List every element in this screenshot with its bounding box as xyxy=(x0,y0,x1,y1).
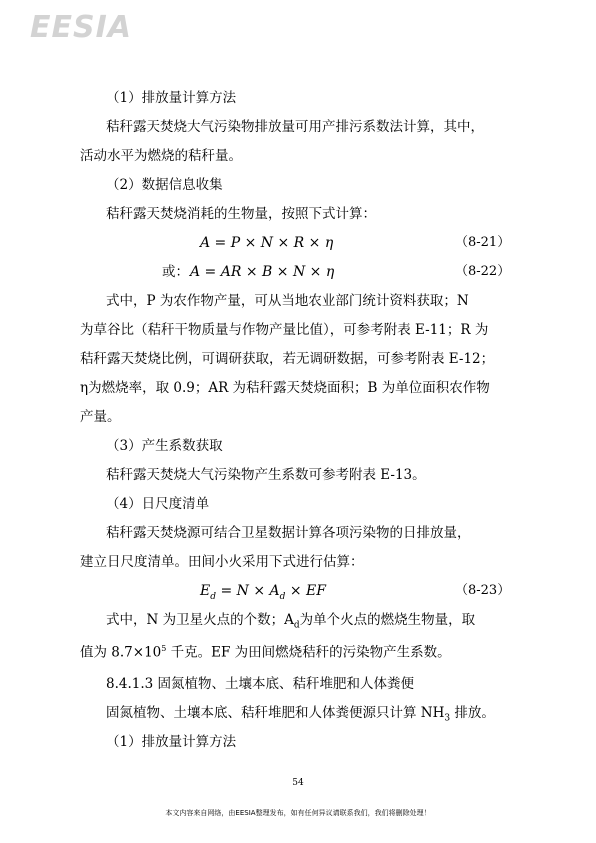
formula-8-22: A = AR × B × N × η xyxy=(190,264,335,280)
equation-number: （8-21） xyxy=(455,235,511,250)
paragraph-line: 活动水平为燃烧的秸秆量。 xyxy=(80,148,242,164)
paragraph-line: 产量。 xyxy=(80,409,121,425)
paragraph-line: 为草谷比（秸秆干物质量与作物产量比值），可参考附表 E-11；R 为 xyxy=(80,322,489,338)
heading-factor: （3）产生系数获取 xyxy=(106,438,223,454)
formula-prefix: 或： xyxy=(162,264,189,280)
paragraph-line: 建立日尺度清单。田间小火采用下式进行估算： xyxy=(80,554,364,570)
heading-data-collection: （2）数据信息收集 xyxy=(106,177,223,193)
paragraph-line: η为燃烧率，取 0.9；AR 为秸秆露天焚烧面积；B 为单位面积农作物 xyxy=(80,380,490,396)
page-number: 54 xyxy=(292,778,304,788)
paragraph-line: 秸秆露天焚烧消耗的生物量，按照下式计算： xyxy=(106,206,376,222)
paragraph-line: 固氮植物、土壤本底、秸秆堆肥和人体粪便源只计算 $NH_3$ 排放。 xyxy=(106,705,495,724)
heading-emission-method-2: （1）排放量计算方法 xyxy=(106,734,237,750)
formula-8-21: A = P × N × R × η xyxy=(200,235,334,251)
equation-number: （8-22） xyxy=(455,264,511,279)
heading-daily-inventory: （4）日尺度清单 xyxy=(106,496,210,512)
paragraph-line: 式中，P 为农作物产量，可从当地农业部门统计资料获取；N xyxy=(106,293,469,309)
paragraph-line: 秸秆露天焚烧大气污染物排放量可用产排污系数法计算，其中， xyxy=(106,119,484,135)
paragraph-line: 值为 $8.7\times 10^5$ 千克。EF 为田间燃烧秸秆的污染物产生系数。 xyxy=(80,644,451,661)
equation-number: （8-23） xyxy=(455,583,511,598)
footer-disclaimer: 本文内容来自网络，由EESIA整理发布，如有任何异议请联系我们，我们将删除处理！ xyxy=(165,809,431,817)
section-heading-8-4-1-3: 8.4.1.3 固氮植物、土壤本底、秸秆堆肥和人体粪便 xyxy=(106,676,415,692)
paragraph-line: 秸秆露天焚烧源可结合卫星数据计算各项污染物的日排放量， xyxy=(106,525,471,541)
formula-8-23: $E_d = N \times A_d$ × EF xyxy=(200,583,326,602)
paragraph-line: 秸秆露天焚烧大气污染物产生系数可参考附表 E-13。 xyxy=(106,467,426,483)
paragraph-line: 秸秆露天焚烧比例，可调研获取，若无调研数据，可参考附表 E-12； xyxy=(80,351,495,367)
heading-emission-method: （1）排放量计算方法 xyxy=(106,90,237,106)
paragraph-line: 式中，N 为卫星火点的个数；$A_d$为单个火点的燃烧生物量，取 xyxy=(106,612,476,631)
eesia-logo: EESIA xyxy=(30,10,132,45)
